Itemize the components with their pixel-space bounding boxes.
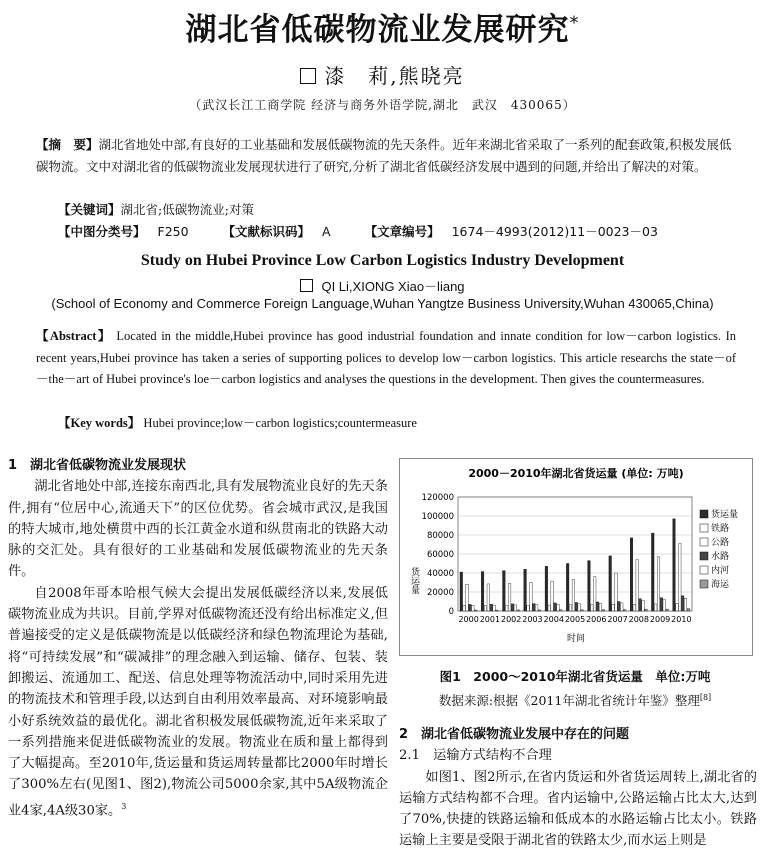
bar (463, 606, 466, 611)
bar (469, 604, 472, 611)
bar (612, 604, 615, 611)
x-tick-label: 2006 (586, 615, 607, 624)
y-axis-label: 货运量 (409, 567, 419, 594)
bar (593, 577, 596, 611)
bar (578, 604, 581, 611)
classification-line (58, 222, 658, 240)
english-abstract-label: 【Abstract】 (36, 329, 112, 343)
section-1-heading: 1 湖北省低碳物流业发展现状 (8, 458, 187, 473)
chart-title: 2000－2010年湖北省货运量 (单位: 万吨) (468, 467, 684, 480)
abstract-label: 【摘 要】 (36, 137, 99, 152)
bar (618, 602, 621, 612)
doc-label: 【文献标识码】 (222, 224, 311, 239)
legend-label: 海运 (711, 580, 730, 590)
bar (490, 604, 493, 611)
bar (596, 602, 599, 611)
figure-1-source-ref: [8] (699, 692, 712, 702)
bar (676, 604, 679, 611)
bar (591, 605, 594, 611)
figure-1-caption: 图1 2000～2010年湖北省货运量 单位:万吨 (439, 669, 711, 684)
figure-1-source (399, 691, 751, 709)
keywords-text: 湖北省;低碳物流业;对策 (120, 202, 254, 217)
bar (481, 572, 484, 611)
bar (615, 573, 618, 611)
abstract-text: 湖北省地处中部,有良好的工业基础和发展低碳物流的先天条件。近年来湖北省采取了一系列的配套政策,积极发展低碳物流。文中对湖北省的低碳物流业发展现状进行了研究,分析了湖北省低碳经济发展中遇到的问题,并给出了解决的对策。 (36, 137, 732, 174)
figure-1-chart (399, 458, 753, 656)
bar (620, 603, 623, 611)
abstract-cn (36, 134, 736, 178)
bar (487, 584, 490, 611)
bar (548, 605, 551, 611)
bar (472, 605, 475, 611)
paper-title (0, 4, 765, 49)
english-authors-text: QI Li,XIONG Xiao－liang (321, 279, 465, 294)
bar (660, 598, 663, 611)
section-1-paragraph-1: 湖北省地处中部,连接东南西北,具有发展物流业良好的先天条件,拥有“位居中心,流通天下”的区位优势。省会城市武汉,是我国的特大城市,地处横贯中西的长江黄金水道和纵贯南北的铁路大动脉的交汇处。具有很好的工业基础和发展低碳物流业的先天条件。 (8, 479, 388, 580)
affiliation: （武汉长江工商学院 经济与商务外语学院,湖北 武汉 430065） (189, 98, 576, 112)
legend-label: 铁路 (711, 524, 730, 534)
legend-swatch (700, 538, 708, 546)
english-authors (0, 276, 765, 295)
bar (602, 610, 605, 611)
bar (642, 601, 645, 611)
legend-swatch (700, 580, 708, 588)
x-tick-label: 2002 (501, 615, 522, 624)
y-tick-label: 100000 (421, 512, 454, 522)
english-affiliation: (School of Economy and Commerce Foreign Language,Wuhan Yangtze Business University,Wuhan 430065,China) (51, 296, 714, 311)
x-tick-label: 2004 (543, 615, 564, 624)
english-keywords-text: Hubei province;low－carbon logistics;countermeasure (143, 416, 417, 430)
legend-label: 水路 (711, 552, 730, 562)
bar (496, 610, 499, 611)
y-tick-label: 120000 (421, 493, 454, 503)
bar (630, 538, 633, 611)
y-tick-label: 0 (448, 607, 454, 617)
bar (493, 605, 496, 611)
english-abstract-text: Located in the middle,Hubei province has good industrial foundation and innate condition for low－carbon logistics. In recent years,Hubei province has taken a series of supporting polices to develop low－carbon logistics. This article researchs the state－of－the－art of Hubei province's loe－carbon logistics and analyses the questions in the development. Then gives the countermeasures. (36, 329, 737, 386)
bar (505, 606, 508, 611)
bar (651, 533, 654, 611)
y-tick-label: 80000 (426, 531, 454, 541)
legend-swatch (700, 566, 708, 574)
figure-1-source-text: 数据来源:根据《2011年湖北省统计年鉴》整理 (438, 693, 700, 708)
bar (566, 564, 569, 612)
bar (599, 603, 602, 611)
bar (484, 606, 487, 611)
citation-ref: 3 (121, 801, 127, 811)
bar (572, 580, 575, 611)
bar (609, 556, 612, 611)
section-1-paragraph-2 (8, 583, 388, 822)
keywords-cn (58, 200, 254, 218)
legend-label: 货运量 (711, 510, 739, 520)
bar (569, 605, 572, 611)
bar (588, 561, 591, 611)
bar-chart (400, 459, 752, 655)
article-label: 【文章编号】 (364, 224, 440, 239)
bar (530, 583, 533, 612)
legend-label: 内河 (711, 566, 730, 576)
x-tick-label: 2008 (628, 615, 649, 624)
bar (545, 566, 548, 611)
legend-swatch (700, 510, 708, 518)
bar (524, 569, 527, 611)
bar (666, 609, 669, 611)
doc-value: A (322, 224, 331, 239)
bar (633, 604, 636, 611)
x-tick-label: 2005 (564, 615, 586, 624)
legend-label: 公路 (711, 538, 730, 548)
bar (527, 605, 530, 611)
bar (535, 605, 538, 611)
bar (687, 609, 690, 611)
legend-swatch (700, 552, 708, 560)
bar (654, 604, 657, 611)
bar (623, 610, 626, 611)
author-box-icon-en (300, 279, 313, 292)
bar (514, 605, 517, 611)
title-footnote-mark: * (569, 12, 580, 34)
bar (645, 609, 648, 611)
x-tick-label: 2007 (607, 615, 628, 624)
bar (538, 610, 541, 611)
x-tick-label: 2010 (671, 615, 692, 624)
bar (511, 604, 514, 611)
keywords-label: 【关键词】 (58, 202, 121, 217)
english-keywords (58, 413, 417, 431)
bar (663, 600, 666, 611)
bar (678, 544, 681, 611)
bar (557, 604, 560, 611)
bar (474, 610, 477, 611)
article-value: 1674－4993(2012)11－0023－03 (451, 224, 658, 239)
section-1-paragraph-2-text: 自2008年哥本哈根气候大会提出发展低碳经济以来,发展低碳物流业成为共识。目前,学界对低碳物流还没有给出标准定义,但普遍接受的定义是低碳物流是以低碳经济和绿色物流理论为基础,将“可持续发展”和“碳减排”的理念融入到运输、储存、包装、装卸搬运、流通加工、配送、信息处理等物流活动中,同时采用先进的物流技术和管理手段,以达到自由利用效率最高、对环境影响最小好系统效益的最优化。湖北省积极发展低碳物流,近年来采取了一系列措施来促进低碳物流业的发展。物流业在质和量上都得到了大幅提高。至2010年,货运量和货运周转量都比2000年时增长了300%左右(见图1、图2),物流公司5000余家,其中5A级物流企业4家,4A级30家。 (8, 585, 388, 819)
english-title: Study on Hubei Province Low Carbon Logistics Industry Development (140, 252, 625, 269)
bar (581, 610, 584, 611)
legend-swatch (700, 524, 708, 532)
section-2-heading: 2 湖北省低碳物流业发展中存在的问题 (399, 727, 630, 742)
title-text: 湖北省低碳物流业发展研究 (185, 12, 570, 48)
bar (559, 610, 562, 611)
bar (657, 557, 660, 611)
section-2 (399, 724, 757, 852)
bar (532, 604, 535, 611)
x-tick-label: 2001 (479, 615, 501, 624)
bar (681, 596, 684, 611)
section-2-paragraph-1: 如图1、图2所示,在省内货运和外省货运周转上,湖北省的运输方式结构都不合理。省内运输中,公路运输占比太大,达到了70%,快捷的铁路运输和低成本的水路运输占比太小。铁路运输上主要是受限于湖北省的铁路太少,而水运上则是 (399, 769, 757, 849)
bar (503, 571, 506, 611)
bar (460, 572, 463, 611)
bar (466, 584, 469, 611)
bar (684, 598, 687, 611)
english-abstract (36, 326, 736, 391)
x-tick-label: 2000 (458, 615, 479, 624)
authors-text: 漆 莉,熊晓亮 (324, 64, 465, 88)
bar (673, 519, 676, 611)
bar (508, 583, 511, 611)
section-2-1-heading: 2.1 运输方式结构不合理 (399, 748, 552, 764)
authors (0, 60, 765, 89)
bar (636, 560, 639, 611)
y-tick-label: 20000 (426, 588, 454, 598)
bar (551, 581, 554, 611)
bar (639, 599, 642, 611)
x-tick-label: 2009 (649, 615, 671, 624)
bar (554, 603, 557, 611)
section-1 (8, 455, 388, 821)
x-axis-label: 时间 (566, 634, 586, 644)
bar (575, 602, 578, 611)
bar (517, 610, 520, 611)
clc-label: 【中图分类号】 (58, 224, 146, 239)
y-tick-label: 40000 (426, 569, 454, 579)
clc-value: F250 (157, 224, 189, 239)
x-tick-label: 2003 (522, 615, 543, 624)
author-box-icon (300, 68, 316, 84)
y-tick-label: 60000 (426, 550, 454, 560)
english-keywords-label: 【Key words】 (58, 416, 141, 430)
